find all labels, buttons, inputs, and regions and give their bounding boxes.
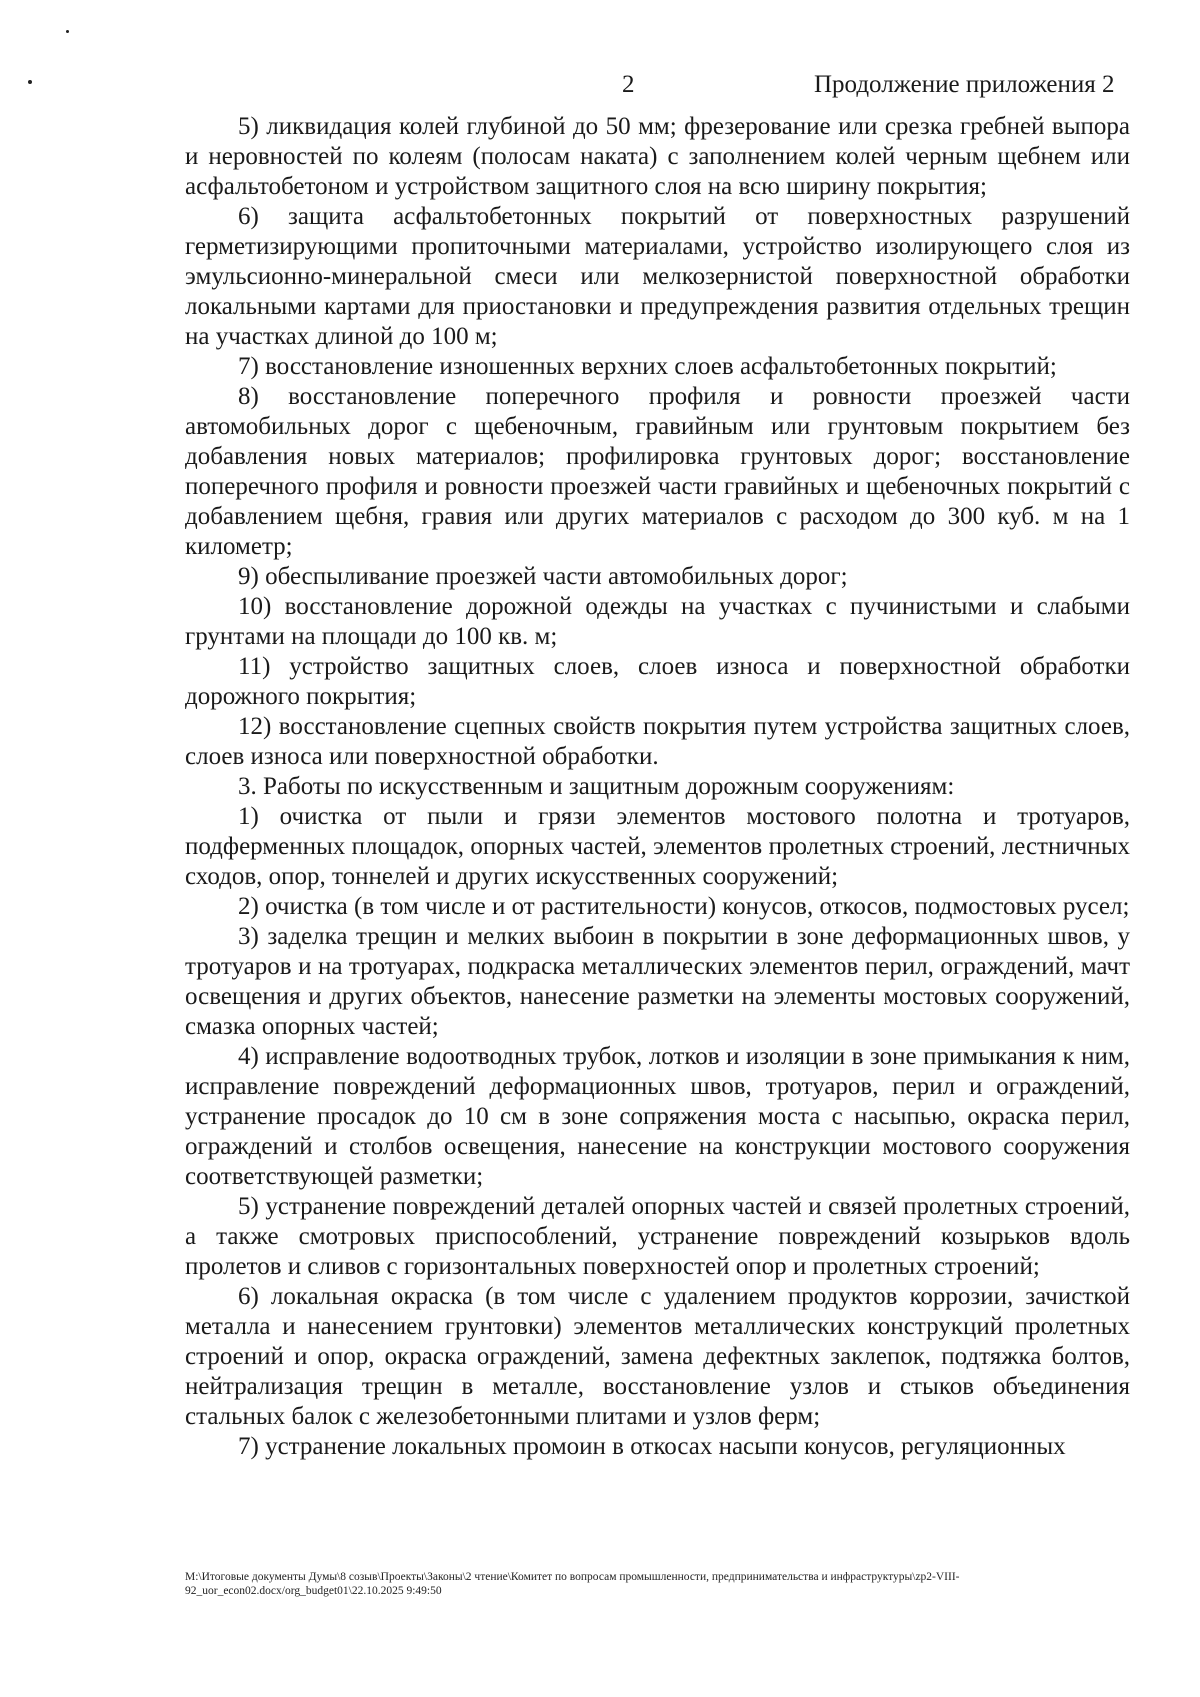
paragraph: 6) защита асфальтобетонных покрытий от поверхностных разрушений герметизирующими пропиточными материалами, устройство изолирующего слоя из эмульсионно-минеральной смеси или мелкозернистой поверхностной обработки локальными картами для приостановки и предупреждения развития отдельных трещин на участках длиной до 100 м; [185, 203, 1130, 350]
paragraph: 7) восстановление изношенных верхних слоев асфальтобетонных покрытий; [238, 353, 1057, 380]
paragraph: 5) ликвидация колей глубиной до 50 мм; фрезерование или срезка гребней выпора и неровностей по колеям (полосам наката) с заполнением колей черным щебнем или асфальтобетоном и устройством защитного слоя на всю ширину покрытия; [185, 113, 1130, 200]
document-body [185, 112, 1130, 1462]
footer-file-path: M:\Итоговые документы Думы\8 созыв\Проекты\Законы\2 чтение\Комитет по вопросам промышленности, предпринимательства и инфраструктуры\zp2-VIII-92_uor_econ02.docx/org_budget01\22.10.2025 9:49:50 [185, 1571, 960, 1597]
header-title: Продолжение приложения 2 [814, 71, 1115, 98]
scan-speck [28, 80, 32, 84]
page-number: 2 [622, 71, 635, 98]
section-heading: 3. Работы по искусственным и защитным дорожным сооружениям: [238, 773, 955, 800]
paragraph: 2) очистка (в том числе и от растительности) конусов, откосов, подмостовых русел; [238, 893, 1130, 920]
paragraph: 12) восстановление сцепных свойств покрытия путем устройства защитных слоев, слоев износа или поверхностной обработки. [185, 713, 1130, 770]
paragraph: 11) устройство защитных слоев, слоев износа и поверхностной обработки дорожного покрытия; [185, 653, 1130, 710]
paragraph: 7) устранение локальных промоин в откосах насыпи конусов, регуляционных [238, 1433, 1066, 1460]
paragraph: 5) устранение повреждений деталей опорных частей и связей пролетных строений, а также смотровых приспособлений, устранение повреждений козырьков вдоль пролетов и сливов с горизонтальных поверхностей опор и пролетных строений; [185, 1193, 1130, 1280]
paragraph: 8) восстановление поперечного профиля и ровности проезжей части автомобильных дорог с щебеночным, гравийным или грунтовым покрытием без добавления новых материалов; профилировка грунтовых дорог; восстановление поперечного профиля и ровности проезжей части гравийных и щебеночных покрытий с добавлением щебня, гравия или других материалов с расходом до 300 куб. м на 1 километр; [185, 383, 1130, 560]
paragraph: 9) обеспыливание проезжей части автомобильных дорог; [238, 563, 848, 590]
scan-speck [66, 30, 69, 33]
paragraph: 3) заделка трещин и мелких выбоин в покрытии в зоне деформационных швов, у тротуаров и на тротуарах, подкраска металлических элементов перил, ограждений, мачт освещения и других объектов, нанесение разметки на элементы мостовых сооружений, смазка опорных частей; [185, 923, 1130, 1040]
paragraph: 1) очистка от пыли и грязи элементов мостового полотна и тротуаров, подферменных площадок, опорных частей, элементов пролетных строений, лестничных сходов, опор, тоннелей и других искусственных сооружений; [185, 803, 1130, 890]
paragraph: 10) восстановление дорожной одежды на участках с пучинистыми и слабыми грунтами на площади до 100 кв. м; [185, 593, 1130, 650]
paragraph: 6) локальная окраска (в том числе с удалением продуктов коррозии, зачисткой металла и нанесением грунтовки) элементов металлических конструкций пролетных строений и опор, окраска ограждений, замена дефектных заклепок, подтяжка болтов, нейтрализация трещин в металле, восстановление узлов и стыков объединения стальных балок с железобетонными плитами и узлов ферм; [185, 1283, 1130, 1430]
paragraph: 4) исправление водоотводных трубок, лотков и изоляции в зоне примыкания к ним, исправление повреждений деформационных швов, тротуаров, перил и ограждений, устранение просадок до 10 см в зоне сопряжения моста с насыпью, окраска перил, ограждений и столбов освещения, нанесение на конструкции мостового сооружения соответствующей разметки; [185, 1043, 1130, 1190]
